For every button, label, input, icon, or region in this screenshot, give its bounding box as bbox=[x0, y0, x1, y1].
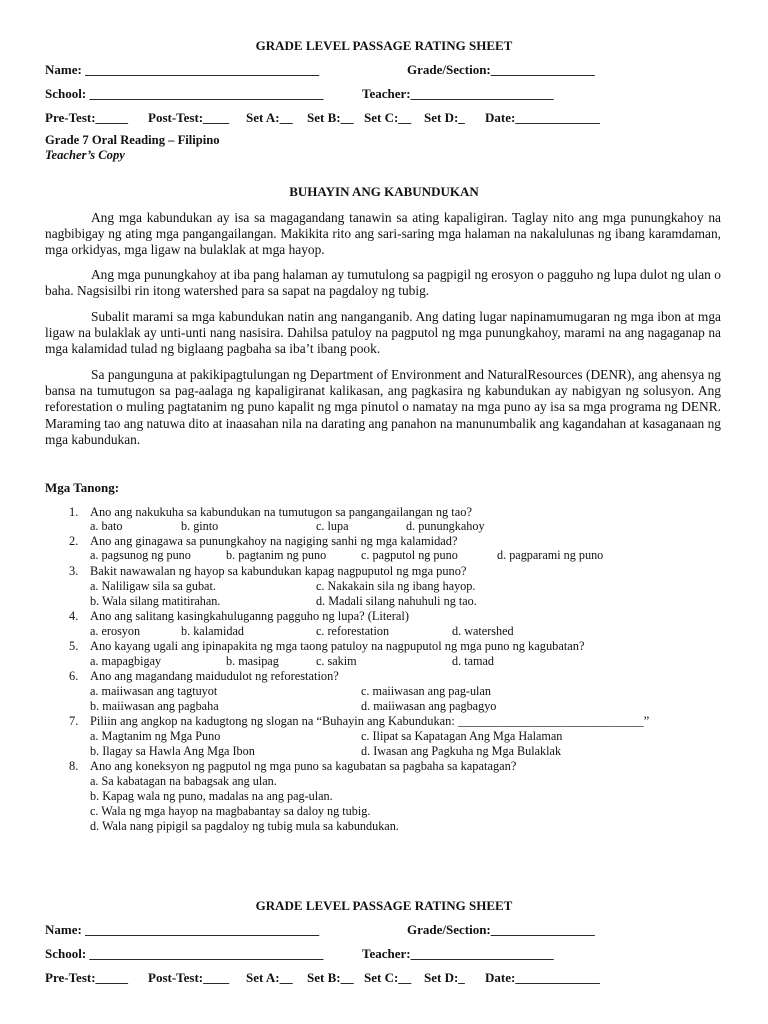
passage-paragraph-4: Sa pangunguna at pakikipagtulungan ng Department of Environment and NaturalResources (DENR), ang ahensya ng bansa na tumutugon sa pag-aalaga ng kapaligiranat kalikasan, ang pagkasira ng kabundukan ay nabigyan ng solusyon. Ang reforestation o muling pagtatanim ng puno kapalit ng mga pinutol o namatay na mga puno ay isa sa mga programa ng DENR. Maraming tao ang natuwa dito at inaasahan nila na darating ang panahon na manunumbalik ang kagandahan at kasaganaan ng mga kabundukan. bbox=[45, 367, 721, 447]
set-c-field: Set C:__ bbox=[364, 970, 412, 985]
question-number: 2. bbox=[69, 534, 79, 548]
question-option: a. Magtanim ng Mga Puno bbox=[90, 729, 221, 743]
rating-sheet-title: GRADE LEVEL PASSAGE RATING SHEET bbox=[255, 38, 513, 53]
question-option: b. pagtanim ng puno bbox=[226, 548, 327, 562]
set-a-field: Set A:__ bbox=[246, 110, 293, 125]
question-option: d. pagparami ng puno bbox=[497, 548, 604, 562]
set-d-field: Set D:_ bbox=[424, 970, 465, 985]
question-option: d. maiiwasan ang pagbagyo bbox=[361, 699, 497, 713]
set-a-field: Set A:__ bbox=[246, 970, 293, 985]
question-option: a. bato bbox=[90, 519, 123, 533]
school-field: School: ____________________________________ bbox=[45, 946, 324, 961]
question-option: c. sakim bbox=[316, 654, 357, 668]
grade-section-field: Grade/Section:________________ bbox=[407, 922, 595, 937]
question-option: b. Ilagay sa Hawla Ang Mga Ibon bbox=[90, 744, 255, 758]
question-option: a. Sa kabatagan na babagsak ang ulan. bbox=[90, 774, 277, 788]
question-text: Bakit nawawalan ng hayop sa kabundukan kapag nagpuputol ng mga puno? bbox=[90, 564, 467, 578]
question-option: b. Kapag wala ng puno, madalas na ang pag-ulan. bbox=[90, 789, 333, 803]
question-number: 4. bbox=[69, 609, 79, 623]
question-text: Piliin ang angkop na kadugtong ng slogan na “Buhayin ang Kabundukan: ______________________________” bbox=[90, 714, 650, 728]
set-c-field: Set C:__ bbox=[364, 110, 412, 125]
school-field: School: ____________________________________ bbox=[45, 86, 324, 101]
question-option: b. Wala silang matitirahan. bbox=[90, 594, 221, 608]
name-field: Name: ____________________________________ bbox=[45, 62, 320, 77]
date-field: Date:_____________ bbox=[485, 970, 600, 985]
question-option: a. maiiwasan ang tagtuyot bbox=[90, 684, 218, 698]
question-text: Ano kayang ugali ang ipinapakita ng mga taong patuloy na nagpuputol ng mga puno ng kagubatan? bbox=[90, 639, 585, 653]
question-text: Ano ang salitang kasingkahuluganng pagguho ng lupa? (Literal) bbox=[90, 609, 409, 623]
question-option: d. punungkahoy bbox=[406, 519, 485, 533]
question-option: c. maiiwasan ang pag-ulan bbox=[361, 684, 491, 698]
rating-sheet-title: GRADE LEVEL PASSAGE RATING SHEET bbox=[255, 898, 513, 913]
passage-title: BUHAYIN ANG KABUNDUKAN bbox=[289, 184, 479, 199]
set-b-field: Set B:__ bbox=[307, 970, 354, 985]
question-option: d. tamad bbox=[452, 654, 494, 668]
question-option: d. Wala nang pipigil sa pagdaloy ng tubig mula sa kabundukan. bbox=[90, 819, 399, 833]
question-number: 8. bbox=[69, 759, 79, 773]
question-option: d. watershed bbox=[452, 624, 514, 638]
question-option: a. Naliligaw sila sa gubat. bbox=[90, 579, 216, 593]
question-option: a. erosyon bbox=[90, 624, 141, 638]
passage-paragraph-1: Ang mga kabundukan ay isa sa magagandang tanawin sa ating kapaligiran. Taglay nito ang mga punungkahoy na nagbibigay ng ating mga pangangailangan. Makikita rito ang sari-saring mga halaman na nakalulunas ng ibang karamdaman, mga orkidyas, mga ligaw na bulaklak at mga hayop. bbox=[45, 210, 721, 258]
questions-heading: Mga Tanong: bbox=[45, 480, 120, 495]
copy-line: Teacher’s Copy bbox=[45, 148, 125, 162]
posttest-field: Post-Test:____ bbox=[148, 970, 230, 985]
posttest-field: Post-Test:____ bbox=[148, 110, 230, 125]
question-number: 3. bbox=[69, 564, 79, 578]
passage-paragraph-2: Ang mga punungkahoy at iba pang halaman ay tumutulong sa pagpigil ng erosyon o pagguho ng lupa dulot ng ulan o baha. Nagsisilbi rin itong watershed para sa sapat na pagdaloy ng tubig. bbox=[45, 267, 721, 299]
question-number: 7. bbox=[69, 714, 79, 728]
question-text: Ano ang ginagawa sa punungkahoy na nagiging sanhi ng mga kalamidad? bbox=[90, 534, 458, 548]
pretest-field: Pre-Test:_____ bbox=[45, 970, 129, 985]
question-text: Ano ang magandang maidudulot ng reforestation? bbox=[90, 669, 339, 683]
name-field: Name: ____________________________________ bbox=[45, 922, 320, 937]
question-option: d. Iwasan ang Pagkuha ng Mga Bulaklak bbox=[361, 744, 562, 758]
question-text: Ano ang nakukuha sa kabundukan na tumutugon sa pangangailangan ng tao? bbox=[90, 505, 472, 519]
question-option: a. pagsunog ng puno bbox=[90, 548, 191, 562]
question-option: a. mapagbigay bbox=[90, 654, 162, 668]
question-option: c. reforestation bbox=[316, 624, 390, 638]
teacher-field: Teacher:______________________ bbox=[362, 946, 554, 961]
question-option: c. lupa bbox=[316, 519, 349, 533]
question-number: 5. bbox=[69, 639, 79, 653]
question-option: b. masipag bbox=[226, 654, 279, 668]
question-option: c. pagputol ng puno bbox=[361, 548, 458, 562]
question-option: b. maiiwasan ang pagbaha bbox=[90, 699, 219, 713]
teacher-field: Teacher:______________________ bbox=[362, 86, 554, 101]
question-option: b. ginto bbox=[181, 519, 219, 533]
grade-line: Grade 7 Oral Reading – Filipino bbox=[45, 133, 220, 147]
question-option: d. Madali silang nahuhuli ng tao. bbox=[316, 594, 477, 608]
set-d-field: Set D:_ bbox=[424, 110, 465, 125]
question-number: 1. bbox=[69, 505, 79, 519]
pretest-field: Pre-Test:_____ bbox=[45, 110, 129, 125]
question-option: b. kalamidad bbox=[181, 624, 244, 638]
date-field: Date:_____________ bbox=[485, 110, 600, 125]
set-b-field: Set B:__ bbox=[307, 110, 354, 125]
passage-paragraph-3: Subalit marami sa mga kabundukan natin ang nanganganib. Ang dating lugar napinamumugaran ng mga ibon at mga ligaw na bulaklak ay unti-unti nang nasisira. Dahilsa patuloy na pagputol ng mga punungkahoy, marami na ang nagaganap na mga kalamidad tulad ng biglaang pagbaha sa iba’t ibang pook. bbox=[45, 309, 721, 357]
question-option: c. Wala ng mga hayop na magbabantay sa daloy ng tubig. bbox=[90, 804, 371, 818]
question-text: Ano ang koneksyon ng pagputol ng mga puno sa kagubatan sa pagbaha sa kapatagan? bbox=[90, 759, 517, 773]
question-option: c. Ilipat sa Kapatagan Ang Mga Halaman bbox=[361, 729, 563, 743]
question-option: c. Nakakain sila ng ibang hayop. bbox=[316, 579, 476, 593]
question-number: 6. bbox=[69, 669, 79, 683]
grade-section-field: Grade/Section:________________ bbox=[407, 62, 595, 77]
